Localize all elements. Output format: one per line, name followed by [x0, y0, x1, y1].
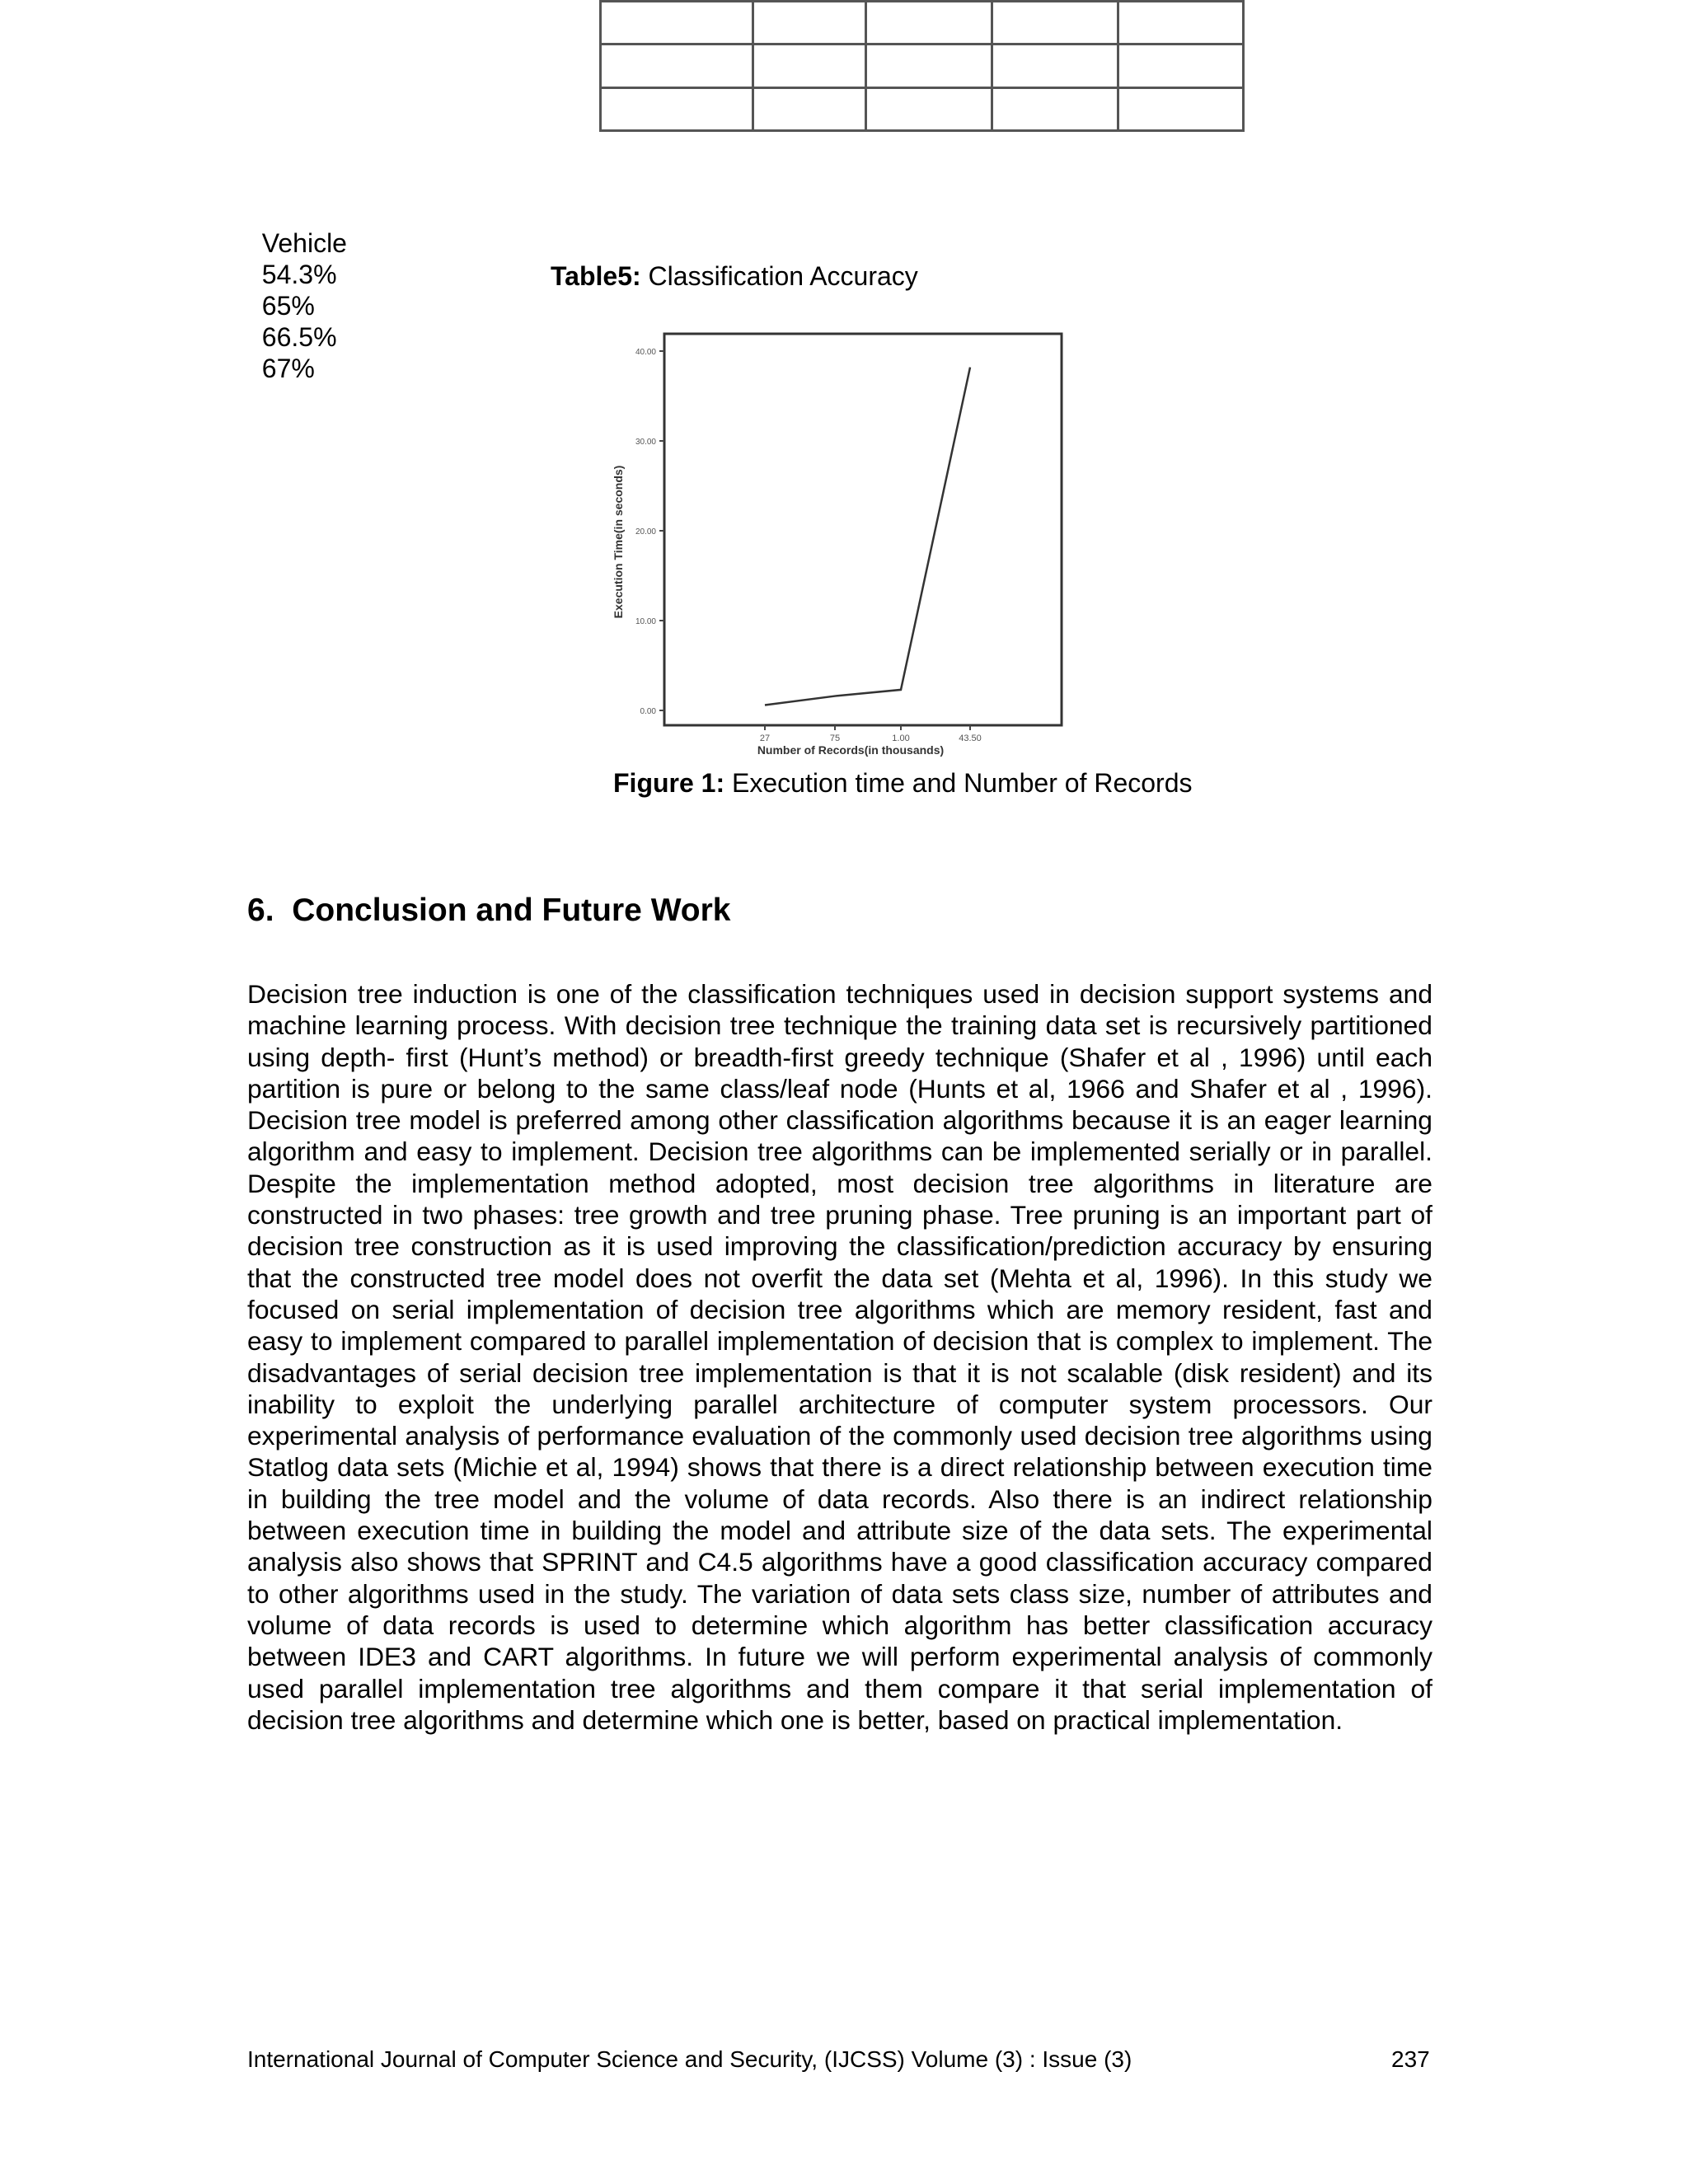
table-cell [992, 2, 1118, 45]
figure-1 [606, 326, 1067, 771]
plot-frame [664, 334, 1062, 725]
y-tick-label: 30.00 [635, 438, 656, 447]
table-cell [1118, 87, 1244, 130]
footer-page-number: 237 [1391, 2046, 1430, 2072]
y-tick-label: 0.00 [640, 707, 656, 716]
section-heading [247, 892, 731, 930]
accuracy-table-bottom [599, 0, 1245, 132]
table-cell [753, 87, 866, 130]
table-cell [992, 87, 1118, 130]
table-cell [1118, 2, 1244, 45]
conclusion-paragraph: Decision tree induction is one of the classification techniques used in decision support systems and machine learning process. With decision tree technique the training data set is recursively partitioned using depth- first (Hunt’s method) or breadth-first greedy technique (Shafer et al , 1996) until each partition is pure or belong to the same class/leaf node (Hunts et al, 1966 and Shafer et al , 1996). Decision tree model is preferred among other classification algorithms because it is an eager learning algorithm and easy to implement. Decision tree algorithms can be implemented serially or in parallel. Despite the implementation method adopted, most decision tree algorithms in literature are constructed in two phases: tree growth and tree pruning phase. Tree pruning is an important part of decision tree construction as it is used improving the classification/prediction accuracy by ensuring that the constructed tree model does not overfit the data set (Mehta et al, 1996). In this study we focused on serial implementation of decision tree algorithms which are memory resident, fast and easy to implement compared to parallel implementation of decision that is complex to implement. The disadvantages of serial decision tree implementation is that it is not scalable (disk resident) and its inability to exploit the underlying parallel architecture of computer system processors. Our experimental analysis of performance evaluation of the commonly used decision tree algorithms using Statlog data sets (Michie et al, 1994) shows that there is a direct relationship between execution time in building the tree model and the volume of data records. Also there is an indirect relationship between execution time in building the model and attribute size of the data sets. The experimental analysis also shows that SPRINT and C4.5 algorithms have a good classification accuracy compared to other algorithms used in the study. The variation of data sets class size, number of attributes and volume of data records is used to determine which algorithm has better classification accuracy between IDE3 and CART algorithms. In future we will perform experimental analysis of commonly used parallel implementation tree algorithms and them compare it that serial implementation of decision tree algorithms and determine which one is better, based on practical implementation. [247, 979, 1432, 1735]
figure-caption [613, 767, 1193, 799]
table-cell [1118, 45, 1244, 87]
x-tick-label: 27 [759, 733, 771, 743]
series-line [765, 368, 970, 705]
x-tick-label: 75 [829, 733, 841, 743]
x-tick-label: 43.50 [959, 733, 982, 743]
table-cell [601, 2, 753, 45]
table-cell [866, 87, 992, 130]
table-row [601, 87, 1244, 130]
table-cell [753, 2, 866, 45]
y-tick-label: 10.00 [635, 617, 656, 626]
table-cell [753, 45, 866, 87]
accuracy-value: 66.5% [261, 322, 337, 352]
table-cell [866, 2, 992, 45]
section-title: Conclusion and Future Work [292, 893, 731, 928]
vehicle-accuracy-row [247, 196, 423, 384]
table-cell [601, 87, 753, 130]
y-axis-label: Execution Time(in seconds) [612, 465, 625, 619]
x-tick-label: 1.00 [892, 733, 910, 743]
accuracy-value: 65% [261, 291, 315, 321]
table-fragment [599, 0, 1245, 132]
footer-journal-title: International Journal of Computer Science and Security, (IJCSS) Volume (3) : Issue (3) [247, 2046, 1132, 2072]
table-row [601, 2, 1244, 45]
y-tick-label: 40.00 [635, 348, 656, 357]
accuracy-value: 54.3% [261, 260, 337, 289]
table-caption-label: Table5: [551, 261, 641, 291]
table-cell [992, 45, 1118, 87]
table-caption-text: Classification Accuracy [640, 261, 918, 291]
table-cell [866, 45, 992, 87]
table-caption [551, 260, 918, 292]
table-row [601, 45, 1244, 87]
dataset-name: Vehicle [261, 228, 347, 258]
section-number: 6. [247, 893, 274, 928]
accuracy-value: 67% [261, 354, 315, 383]
execution-time-chart [606, 326, 1067, 771]
x-axis-label: Number of Records(in thousands) [757, 743, 945, 757]
figure-caption-label: Figure 1: [613, 768, 725, 798]
y-tick-label: 20.00 [635, 527, 656, 537]
figure-caption-text: Execution time and Number of Records [724, 768, 1193, 798]
table-cell [601, 45, 753, 87]
